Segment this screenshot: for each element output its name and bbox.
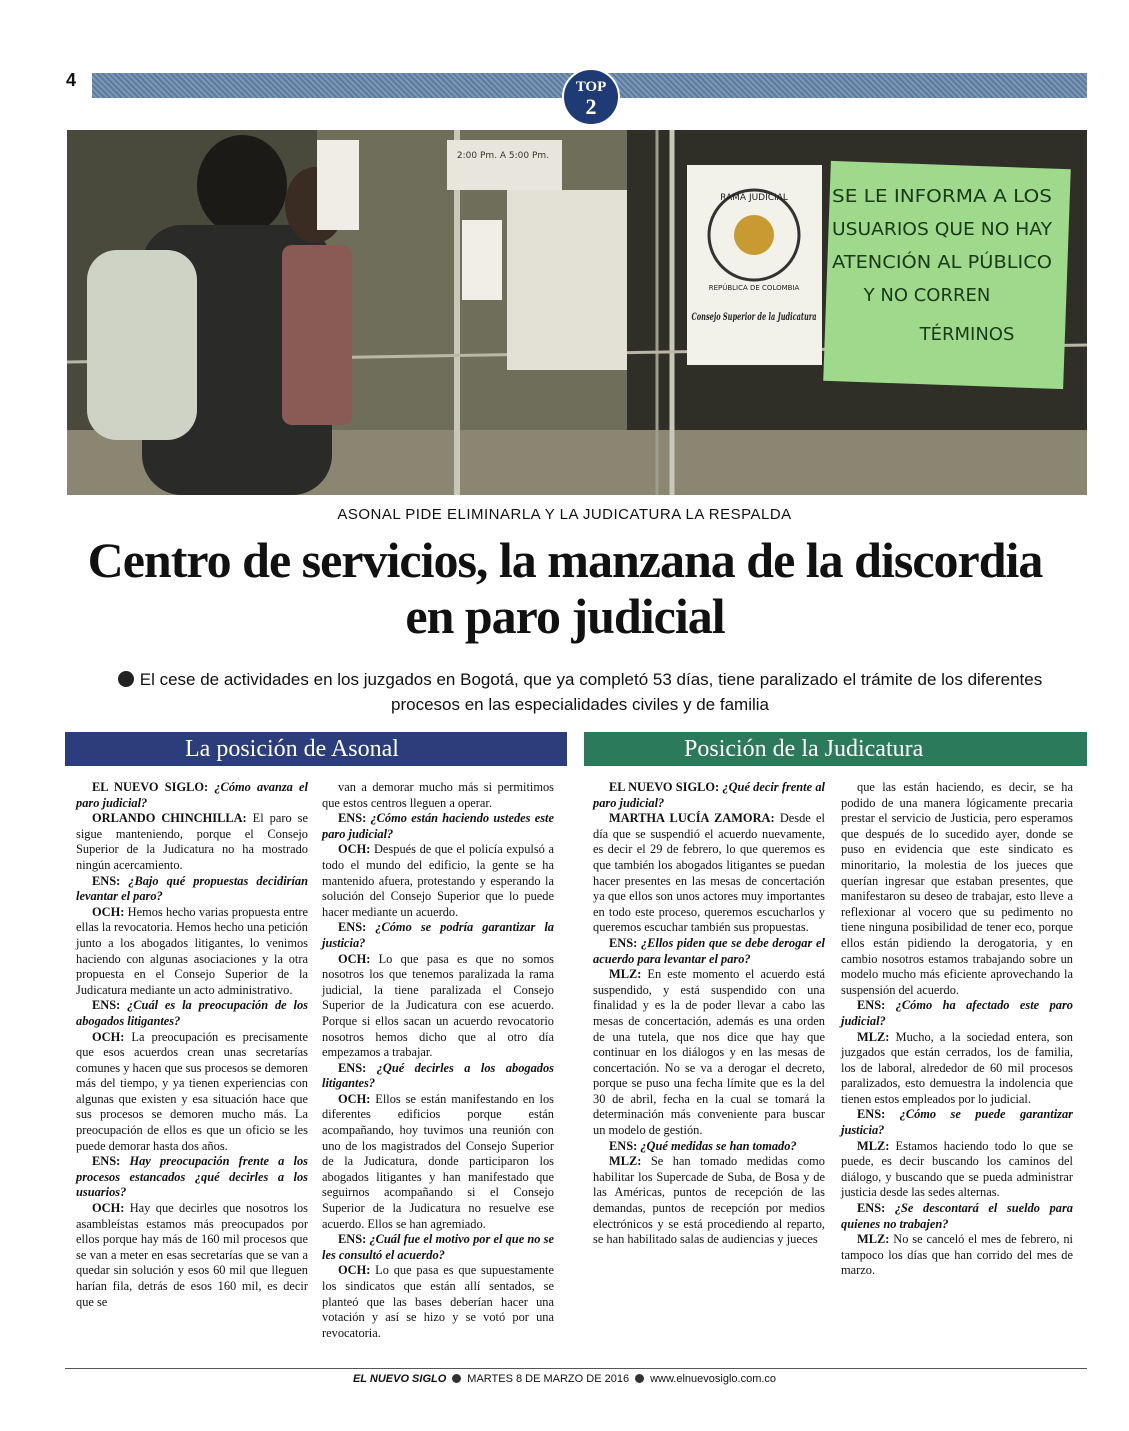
interview-paragraph bbox=[322, 842, 554, 920]
speaker-label: MLZ: bbox=[609, 967, 642, 982]
speaker-label: ENS: bbox=[609, 1138, 638, 1153]
speaker-label: EL NUEVO SIGLO: bbox=[609, 780, 720, 794]
hours-sign-text: 2:00 Pm. A 5:00 Pm. bbox=[456, 151, 550, 161]
question-text: ¿Cuál es la preocupación de los abogados litigantes? bbox=[76, 998, 308, 1028]
sign-rama-text: RAMA JUDICIAL bbox=[720, 193, 788, 203]
interview-paragraph bbox=[841, 1232, 1073, 1279]
speaker-label: ENS: bbox=[857, 1107, 886, 1122]
question-text: Hay preocupación frente a los procesos estancados ¿qué decirles a los usuarios? bbox=[76, 1154, 308, 1200]
article-headline: Centro de servicios, la manzana de la discordia en paro judicial bbox=[87, 532, 1043, 644]
interview-paragraph bbox=[76, 905, 308, 999]
interview-paragraph bbox=[76, 998, 308, 1029]
answer-text: Hay que decirles que nosotros los asambleístas estamos más preocupados por ellos porque hay más de 160 mil procesos que se van a meter en esas secretarías que se van a quedar sin solución y esos 60 mil que lleguen harían fila, detrás de esos 160 mil, es decir que se bbox=[76, 1201, 308, 1309]
question-text: ¿Cómo se puede garantizar justicia? bbox=[841, 1107, 1073, 1138]
interview-paragraph bbox=[593, 1154, 825, 1248]
interview-paragraph bbox=[76, 780, 308, 811]
footer-brand: EL NUEVO SIGLO bbox=[352, 1373, 447, 1385]
answer-text: En este momento el acuerdo está suspendido, y está suspendido con una finalidad y es la de poder llevar a cabo las mesas de concertación, además es una orden de una tutela, que nos dice que hay que continuar en los diálogos y en las mesas de concertación. No se va a derogar el decreto, porque se puso una fecha límite que es la del 30 de abril, fecha en la cual se tomará la determinación más conveniente para buscar un modelo de gestión. bbox=[593, 967, 825, 1138]
interview-paragraph bbox=[841, 1139, 1073, 1201]
interview-paragraph bbox=[322, 1092, 554, 1232]
speaker-label: OCH: bbox=[338, 1091, 371, 1106]
interview-paragraph bbox=[322, 1232, 554, 1263]
note-line-3: ATENCIÓN AL PÚBLICO bbox=[832, 252, 1037, 273]
interview-paragraph bbox=[841, 780, 1073, 998]
interview-paragraph bbox=[841, 1030, 1073, 1108]
speaker-label: ENS: bbox=[857, 998, 886, 1013]
interview-paragraph bbox=[76, 1030, 308, 1155]
question-text: ¿Cómo avanza el paro judicial? bbox=[76, 780, 308, 810]
top-badge bbox=[562, 68, 620, 126]
answer-text: Se han tomado medidas como habilitar los Supercade de Suba, de Bosa y de las Américas, puntos de recepción de las demandas, puntos de recepción por medios electrónicos y se está procediendo al reparto, se han habilitado salas de audiencias y jueces bbox=[593, 1154, 825, 1247]
note-line-2: USUARIOS QUE NO HAY bbox=[832, 219, 1054, 240]
footer-url: www.elnuevosiglo.com.co bbox=[650, 1373, 777, 1385]
interview-paragraph bbox=[322, 780, 554, 811]
news-photo bbox=[67, 130, 1087, 495]
interview-paragraph bbox=[593, 936, 825, 967]
answer-text: Lo que pasa es que no somos nosotros los que tenemos paralizada la rama judicial, la tiene paralizada el Consejo Superior de la Judicatura con ese acuerdo. Porque si ellos sacan un acuerdo revocatorio nosotros hemos dicho que al otro día empezamos a trabajar. bbox=[322, 951, 554, 1060]
note-line-1: SE LE INFORMA A LOS bbox=[832, 186, 1052, 207]
speaker-label: OCH: bbox=[92, 1201, 125, 1216]
interview-paragraph bbox=[76, 1154, 308, 1201]
article-kicker: ASONAL PIDE ELIMINARLA Y LA JUDICATURA LA RESPALDA bbox=[337, 506, 792, 523]
article-deck bbox=[100, 667, 1060, 717]
question-text: ¿Qué decirles a los abogados litigantes? bbox=[322, 1060, 554, 1091]
speaker-label: OCH: bbox=[338, 1263, 371, 1278]
note-line-4: Y NO CORREN bbox=[863, 285, 991, 306]
interview-paragraph bbox=[593, 780, 825, 811]
badge-top-label: TOP bbox=[575, 79, 607, 95]
speaker-label: MLZ: bbox=[857, 1232, 890, 1247]
speaker-label: ENS: bbox=[338, 811, 367, 826]
question-text: ¿Cómo están haciendo ustedes este paro judicial? bbox=[322, 811, 554, 841]
interview-paragraph bbox=[841, 998, 1073, 1029]
speaker-label: MLZ: bbox=[857, 1029, 890, 1044]
note-line-5: TÉRMINOS bbox=[919, 324, 1015, 345]
speaker-label: ENS: bbox=[92, 1154, 121, 1169]
section-title-asonal: La posición de Asonal bbox=[65, 732, 567, 766]
interview-paragraph bbox=[322, 1263, 554, 1341]
speaker-label: ENS: bbox=[609, 935, 638, 950]
speaker-label: ENS: bbox=[338, 920, 367, 935]
interview-paragraph bbox=[593, 967, 825, 1139]
interview-paragraph bbox=[322, 920, 554, 951]
speaker-label: MLZ: bbox=[857, 1138, 890, 1153]
footer-rule bbox=[65, 1368, 1087, 1369]
answer-text: El paro se sigue manteniendo, porque el Consejo Superior de la Judicatura no ha mostrado ningún acercamiento. bbox=[76, 811, 308, 872]
interview-paragraph bbox=[841, 1201, 1073, 1232]
answer-text: Ellos se están manifestando en los diferentes edificios porque están acompañando, hoy tuvimos una reunión con uno de los magistrados del Consejo Superior de la Judicatura, donde participaron los abogados litigantes y han manifestado que seguirnos acompañando si el Consejo Superior de la Judicatura no resuelve ese acuerdo. Ellos se han agremiado. bbox=[322, 1091, 554, 1231]
answer-text: que las están haciendo, es decir, se ha podido de una manera lógicamente precaria prestar el servicio de Justicia, pero esperamos que después de lo sucedido ayer, donde se puso en evidencia que este sindicato es minoritario, la molestia de los jueces que querían ingresar que estaban presentes, que manifestaron su deseo de trabajar, esto lleve a reflexionar al vocero que su pedimento no tiene ninguna posibilidad de tener eco, porque ellos están pidiendo la derogatoria, y en cambio nosotros estamos trabajando sobre un modelo mucho más eficiente aprovechando la suspensión del acuerdo. bbox=[841, 780, 1073, 997]
page-number: 4 bbox=[66, 70, 77, 90]
speaker-label: OCH: bbox=[92, 904, 125, 919]
speaker-label: ENS: bbox=[92, 998, 121, 1013]
speaker-label: EL NUEVO SIGLO: bbox=[92, 780, 209, 794]
footer bbox=[0, 1373, 1129, 1385]
speaker-label: MARTHA LUCÍA ZAMORA: bbox=[609, 811, 775, 826]
answer-text: La preocupación es precisamente que esos acuerdos crean unas secretarías comunes y hacen que sus procesos se demoren más del tiempo, y ya tienen experiencias con algunas que existen y esa situación hace que sus procesos se demoren mucho más. La preocupación de ellos es que un oficio se les puede demorar hasta dos años. bbox=[76, 1029, 308, 1153]
interview-paragraph bbox=[76, 1201, 308, 1310]
answer-text: Hemos hecho varias propuesta entre ellas la revocatoria. Hemos hecho una petición junto a los abogados litigantes, lo venimos haciendo con algunas asociaciones y la otra propuesta en el Consejo Superior de la Judicatura mediante un acto administrativo. bbox=[76, 904, 308, 997]
answer-text: Desde el día que se suspendió el acuerdo nuevamente, es decir el 29 de febrero, lo que queremos es que también los abogados litigantes se puedan hacer presentes en las mesas de concertación ya que ellos son unos actores muy importantes en todo este proceso, queremos escucharlos y queremos escuchar también sus propuestas. bbox=[593, 811, 825, 935]
question-text: ¿Se descontará el sueldo para quienes no trabajen? bbox=[841, 1201, 1073, 1231]
interview-paragraph bbox=[322, 811, 554, 842]
speaker-label: MLZ: bbox=[609, 1154, 642, 1169]
question-text: ¿Cuál fue el motivo por el que no se les consultó el acuerdo? bbox=[322, 1232, 554, 1262]
sign-consejo-text: Consejo Superior de la Judicatura bbox=[691, 312, 817, 323]
column-1 bbox=[76, 780, 308, 1310]
question-text: ¿Qué medidas se han tomado? bbox=[640, 1138, 797, 1153]
speaker-label: ENS: bbox=[92, 873, 121, 888]
column-4 bbox=[841, 780, 1073, 1279]
deck-text: El cese de actividades en los juzgados en Bogotá, que ya completó 53 días, tiene paralizado el trámite de los diferentes procesos en las especialidades civiles y de familia bbox=[139, 670, 1043, 714]
answer-text: Estamos haciendo todo lo que se puede, es decir buscando los caminos del diálogo, y buscando que se pueda administrar justicia desde las sedes alternas. bbox=[841, 1138, 1074, 1200]
badge-number: 2 bbox=[585, 94, 597, 119]
question-text: ¿Cómo ha afectado este paro judicial? bbox=[841, 998, 1073, 1028]
footer-dot-icon bbox=[635, 1374, 644, 1383]
speaker-label: ENS: bbox=[857, 1201, 886, 1216]
answer-text: Después de que el policía expulsó a todo el mundo del edificio, la gente se ha mantenido afuera, protestando y esperando la solución del Consejo Superior que lo puede hacer mediante un acuerdo. bbox=[322, 842, 554, 919]
interview-paragraph bbox=[593, 1139, 825, 1155]
speaker-label: OCH: bbox=[338, 951, 371, 966]
speaker-label: OCH: bbox=[338, 842, 371, 857]
interview-paragraph bbox=[593, 811, 825, 936]
question-text: ¿Qué decir frente al paro judicial? bbox=[593, 780, 825, 810]
section-title-judicatura: Posición de la Judicatura bbox=[584, 732, 1087, 766]
speaker-label: ENS: bbox=[338, 1060, 367, 1075]
interview-paragraph bbox=[322, 952, 554, 1061]
answer-text: van a demorar mucho más si permitimos que estos centros lleguen a operar. bbox=[322, 780, 554, 810]
column-2 bbox=[322, 780, 554, 1341]
interview-paragraph bbox=[76, 874, 308, 905]
column-3 bbox=[593, 780, 825, 1248]
question-text: ¿Cómo se podría garantizar la justicia? bbox=[322, 920, 554, 950]
answer-text: Mucho, a la sociedad entera, son juzgados que están cerrados, los de familia, los de laboral, alrededor de 60 mil procesos paralizados, esto demuestra la indolencia que tienen estos empleados por lo judicial. bbox=[841, 1029, 1073, 1106]
bullet-icon bbox=[118, 671, 134, 687]
interview-paragraph bbox=[76, 811, 308, 873]
question-text: ¿Bajo qué propuestas decidirían levantar el paro? bbox=[76, 873, 308, 904]
footer-dot-icon bbox=[452, 1374, 461, 1383]
footer-date: MARTES 8 DE MARZO DE 2016 bbox=[467, 1373, 630, 1385]
answer-text: Lo que pasa es que supuestamente los sindicatos que están allí sentados, se planteó que las bases deberían hacer una votación y así se hizo y se votó por una revocatoria. bbox=[322, 1263, 554, 1340]
interview-paragraph bbox=[322, 1061, 554, 1092]
speaker-label: OCH: bbox=[92, 1029, 125, 1044]
question-text: ¿Ellos piden que se debe derogar el acuerdo para levantar el paro? bbox=[593, 935, 825, 966]
speaker-label: ENS: bbox=[338, 1232, 367, 1247]
interview-paragraph bbox=[841, 1107, 1073, 1138]
answer-text: No se canceló el mes de febrero, ni tampoco los días que han corrido del mes de marzo. bbox=[841, 1232, 1073, 1278]
sign-republica-text: REPÚBLICA DE COLOMBIA bbox=[708, 284, 800, 292]
speaker-label: ORLANDO CHINCHILLA: bbox=[92, 811, 247, 826]
